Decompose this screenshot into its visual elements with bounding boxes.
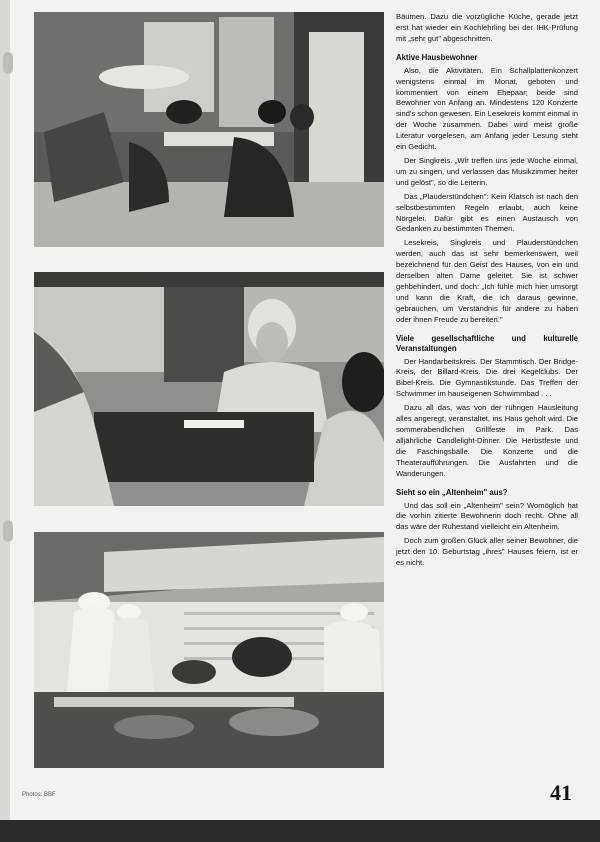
card-players-photo [34, 272, 384, 506]
section-heading: Sieht so ein „Altenheim" aus? [396, 487, 508, 497]
article-paragraph: Das „Plauderstündchen": Kein Klatsch ist nach den selbstbestimmten Regeln erlaubt, auch keine Nörgelei. Dafür gibt es einen Austausch von Gedanken zu bestimmten Themen. [396, 191, 578, 234]
article-paragraph: Der Handarbeitskreis. Der Stammtisch. Der Bridge-Kreis, der Billard-Kreis. Die drei Kegelclubs. Der Bibel-Kreis. Die Gymnastikstunde. Das Treffen der Schwimmer im hauseigenen Schwimmbad . . . [396, 356, 578, 399]
scan-edge [0, 820, 600, 842]
punch-hole [3, 52, 13, 74]
article-paragraph: Lesekreis, Singkreis und Plauderstündchen werden, auch das ist sehr bemerkenswert, weil bezeichnend für den Geist des Hauses, von ein und derselben alten Dame geleitet. Sie ist schwer gehbehindert, und doch: „Ich fühle mich hier umsorgt und kann die Kraft, die ich daraus gewinne, gebrauchen, um Verständnis für andere zu haben oder ihnen Freude zu bereiten." [396, 238, 578, 324]
section-heading: Aktive Hausbewohner [396, 52, 478, 62]
article-column [396, 12, 578, 572]
photo-credit: Photos: BBF [22, 792, 56, 798]
article-paragraph: Und das soll ein „Altenheim" sein? Womöglich hat die vorhin zitierte Bewohnerin doch recht. Ohne all das wäre der Ruhestand vielleicht ein Altenheim. [396, 500, 578, 532]
kitchen-photo [34, 532, 384, 768]
page-number: 41 [550, 780, 572, 805]
terrace-photo [34, 12, 384, 247]
binding-margin [0, 0, 10, 842]
section-heading: Viele gesellschaftliche und kulturelle Veranstaltungen [396, 333, 578, 353]
article-paragraph: Dazu all das, was von der rührigen Hausleitung alles angeregt, veranstaltet, ins Haus geholt wird. Die sommerabendlichen Grillfeste im Park. Das alljährliche Candlelight-Dinner. Die Herbstfeste und die Faschingsbälle. Die Konzerte und die Theateraufführungen. Die Ausfahrten und die Wanderungen. [396, 403, 578, 478]
article-paragraph: Bäumen. Dazu die vorzügliche Küche, gerade jetzt erst hat wieder ein Kochlehrling bei der IHK-Prüfung mit „sehr gut" abgeschnitten. [396, 12, 578, 43]
punch-hole [3, 520, 13, 542]
article-paragraph: Doch zum großen Glück aller seiner Bewohner, die jetzt den 10. Geburtstag „ihres" Hauses feiern, ist er es nicht. [396, 536, 578, 568]
article-paragraph: Der Singkreis. „Wir treffen uns jede Woche einmal, um zu singen, und verlassen das Musikzimmer heiter und gelöst", so die Leiterin. [396, 155, 578, 187]
article-paragraph: Also, die Aktivitäten. Ein Schallplattenkonzert wenigstens einmal im Monat, geboten und kommentiert von einem Ehepaar; beide sind Bewohner von Anfang an. Mindestens 120 Konzerte sind's schon gewesen. Ein Lesekreis kommt einmal in der Woche zusammen. Dabei wird meist große Literatur vorgelesen, am Anfang jeder Lesung steht ein Gedicht. [396, 65, 578, 152]
